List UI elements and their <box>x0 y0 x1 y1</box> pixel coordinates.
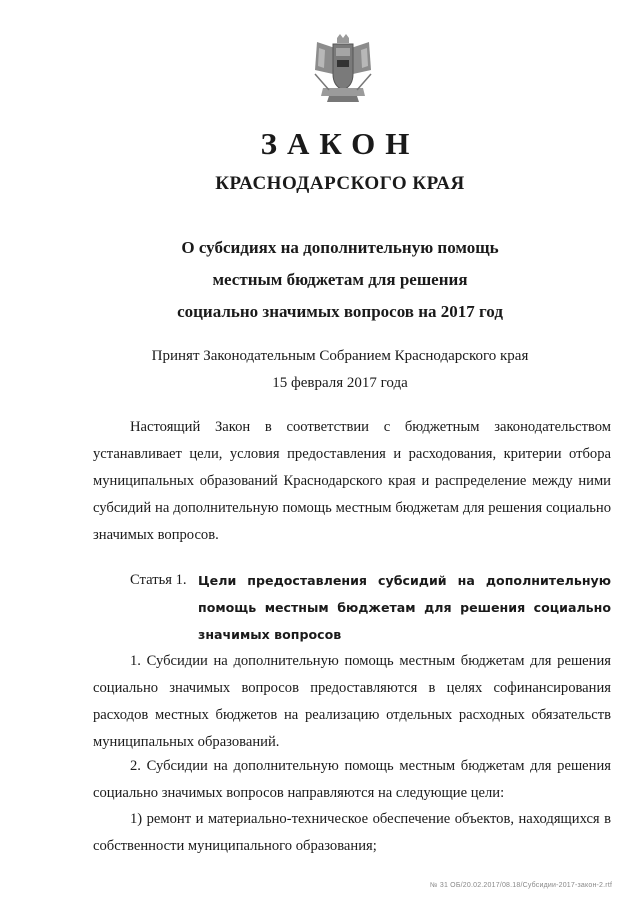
subject-line-2: местным бюджетам для решения <box>212 270 468 289</box>
subject-line-1: О субсидиях на дополнительную помощь <box>181 238 499 257</box>
adoption-note <box>0 343 640 397</box>
paragraph-2: 2. Субсидии на дополнительную помощь местным бюджетам для решения социально значимых вопросов направляются на следующие цели: <box>93 758 611 801</box>
adoption-body: Принят Законодательным Собранием Краснодарского края <box>151 348 529 364</box>
region-title: КРАСНОДАРСКОГО КРАЯ <box>215 173 465 194</box>
article-number: Статья 1. <box>130 572 187 588</box>
law-subject-title <box>0 232 640 328</box>
paragraph-3-item-1: 1) ремонт и материально-техническое обеспечение объектов, находящихся в собственности муниципального образования; <box>93 811 611 854</box>
coat-of-arms-icon <box>305 34 381 104</box>
file-reference-footer: № 31 ОБ/20.02.2017/08.18/Субсидии-2017-закон-2.rtf <box>430 882 613 889</box>
document-type-title: ЗАКОН <box>260 126 420 161</box>
paragraph-1: 1. Субсидии на дополнительную помощь местным бюджетам для решения социально значимых вопросов предоставляются в целях софинансирования расходов местных бюджетов на реализацию отдельных расходных обязательств муниципальных образований. <box>93 653 611 750</box>
adoption-date: 15 февраля 2017 года <box>272 375 408 391</box>
intro-paragraph: Настоящий Закон в соответствии с бюджетным законодательством устанавливает цели, условия предоставления и расходования, критерии отбора муниципальных образований Краснодарского края и распределение между ними субсидий на дополнительную помощь местным бюджетам для решения социально значимых вопросов. <box>93 419 611 543</box>
article-1-heading <box>130 567 611 648</box>
subject-line-3: социально значимых вопросов на 2017 год <box>177 302 503 321</box>
article-title: Цели предоставления субсидий на дополнительную помощь местным бюджетам для решения социально значимых вопросов <box>198 573 611 642</box>
